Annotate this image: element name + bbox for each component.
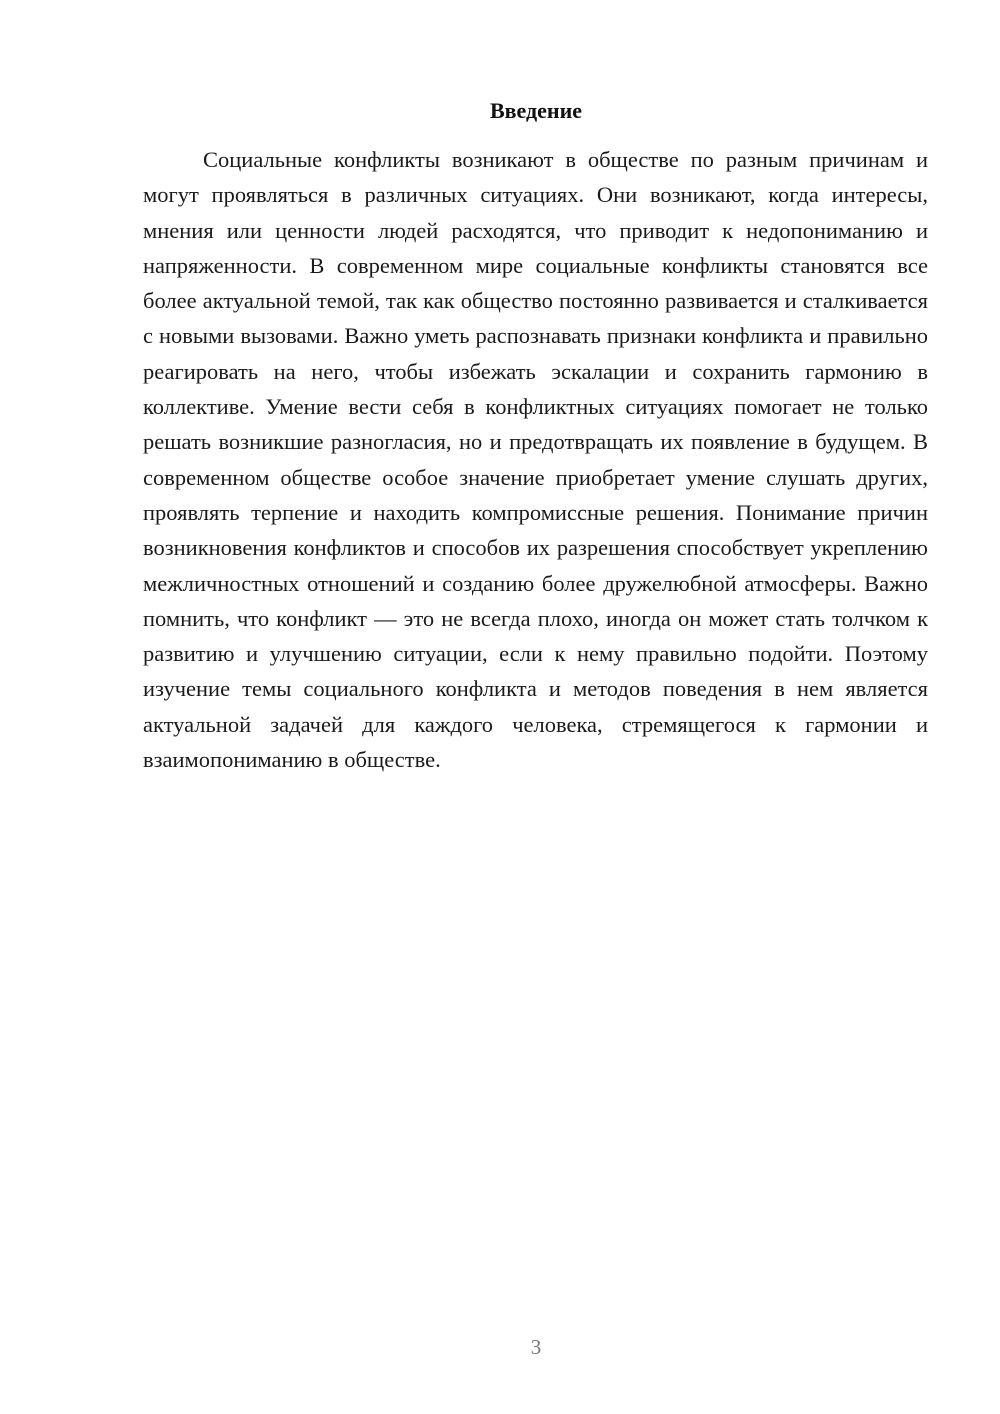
body-paragraph: Социальные конфликты возникают в обществе по разным причинам и могут проявляться в различных ситуациях. Они возникают, когда интересы, мнения или ценности людей расходятся, что приводит к недопониманию и напряженности. В современном мире социальные конфликты становятся все более актуальной темой, так как общество постоянно развивается и сталкивается с новыми вызовами. Важно уметь распознавать признаки конфликта и правильно реагировать на него, чтобы избежать эскалации и сохранить гармонию в коллективе. Умение вести себя в конфликтных ситуациях помогает не только решать возникшие разногласия, но и предотвращать их появление в будущем. В современном обществе особое значение приобретает умение слушать других, проявлять терпение и находить компромиссные решения. Понимание причин возникновения конфликтов и способов их разрешения способствует укреплению межличностных отношений и созданию более дружелюбной атмосферы. Важно помнить, что конфликт — это не всегда плохо, иногда он может стать толчком к развитию и улучшению ситуации, если к нему правильно подойти. Поэтому изучение темы социального конфликта и методов поведения в нем является актуальной задачей для каждого человека, стремящегося к гармонии и взаимопониманию в обществе. [143,147,928,773]
page-number: 3 [530,1335,542,1359]
section-heading: Введение [489,98,583,123]
